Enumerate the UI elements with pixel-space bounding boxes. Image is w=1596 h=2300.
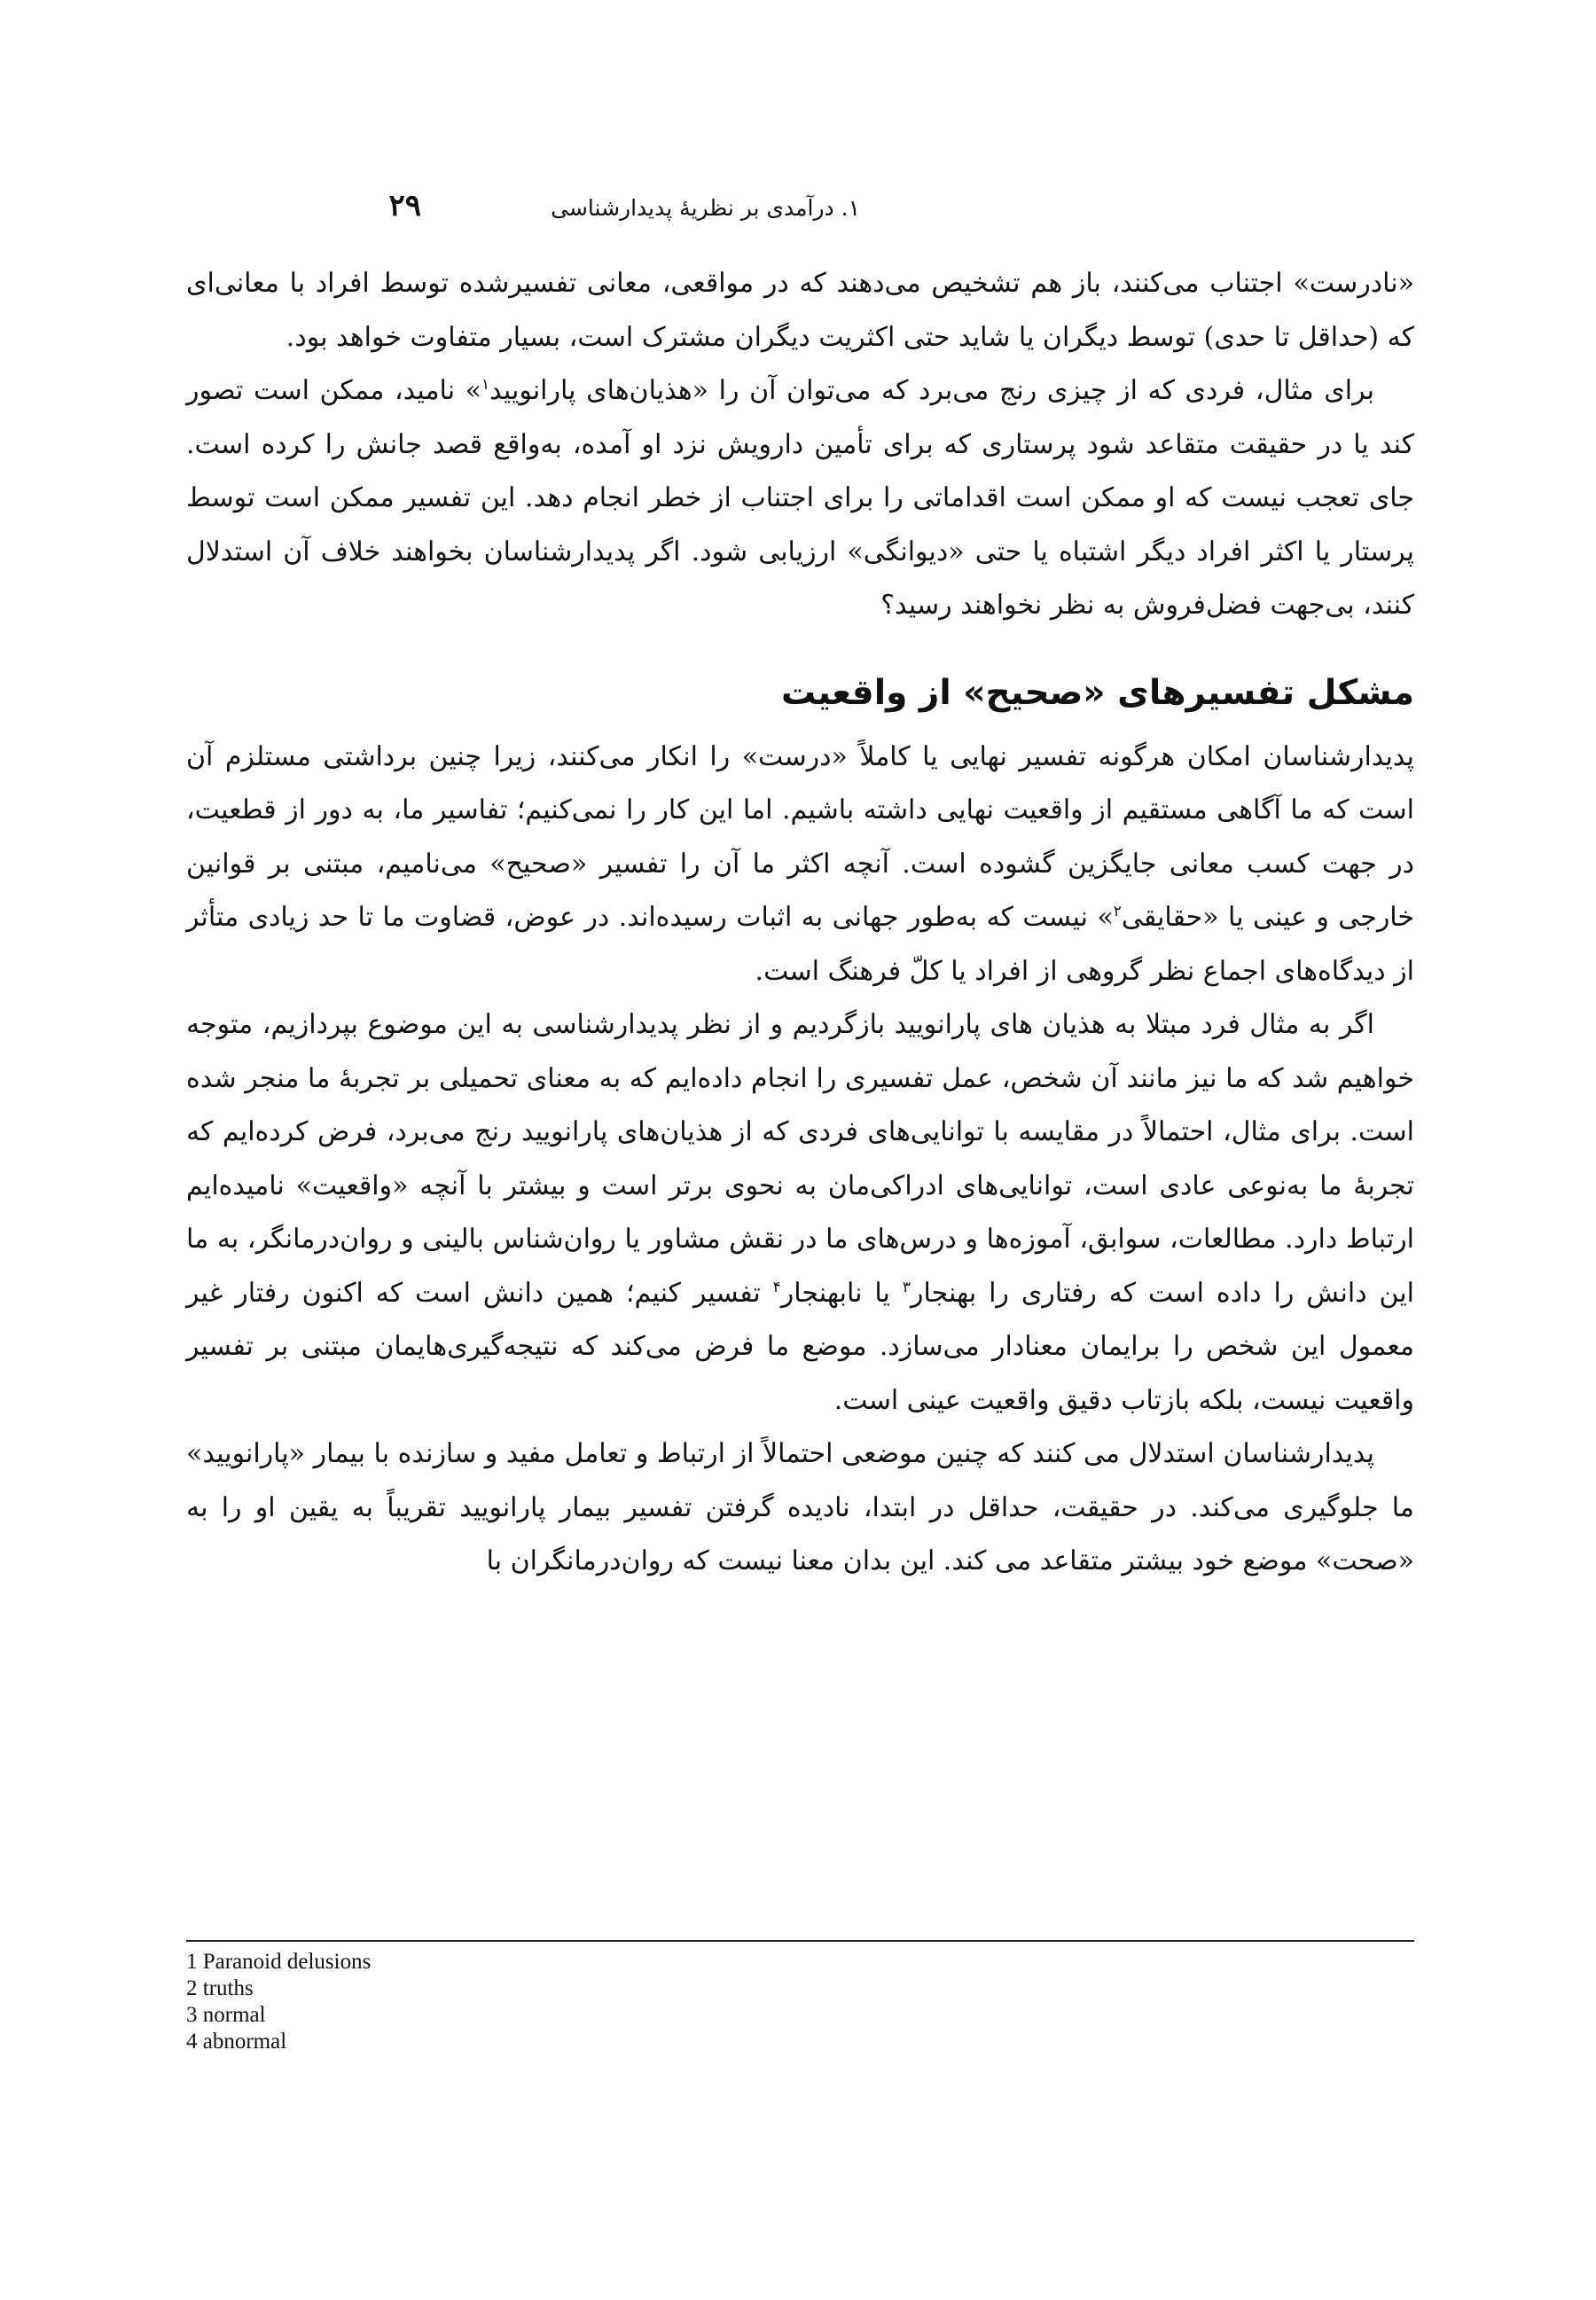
paragraph-text: » نامید، ممکن است تصور کند یا در حقیقت متقاعد شود پرستاری که برای تأمین دارویش نزد او آمده، به‌واقع قصد جانش را کرده است. جای تعجب نیست که او ممکن است اقداماتی را برای اجتناب از خطر انجام دهد. این تفسیر ممکن است توسط پرستار یا اکثر افراد دیگر اشتباه یا حتی «دیوانگی» ارزیابی شود. اگر پدیدارشناسان بخواهند خلاف آن استدلال کنند، بی‌جهت فضل‌فروش به نظر نخواهند رسید؟ (186, 375, 1414, 621)
page-number: ۲۹ (388, 188, 421, 223)
running-head (177, 188, 1419, 232)
paragraph-text: اگر به مثال فرد مبتلا به هذیان های پارانویید بازگردیم و از نظر پدیدارشناسی به این موضوع بپردازیم، متوجه خواهیم شد که ما نیز مانند آن شخص، عمل تفسیری را انجام داده‌ایم که به معنای تحمیلی بر تجربهٔ ما منجر شده است. برای مثال، احتمالاً در مقایسه با توانایی‌های فردی که از هذیان‌های پارانویید رنج می‌برد، فرض کرده‌ایم که تجربهٔ ما به‌نوعی عادی است، توانایی‌های ادراکی‌مان به نحوی برتر است و بیشتر با آنچه «واقعیت» نامیده‌ایم ارتباط دارد. مطالعات، سوابق، آموزه‌ها و درس‌های ما در نقش مشاور یا روان‌شناس بالینی و روان‌درمانگر، به ما این دانش را داده (186, 1009, 1414, 1309)
footnotes (186, 1940, 1414, 2055)
paragraph-text: است که رفتاری را بهنجار (910, 1277, 1204, 1309)
footnote-3: 3 normal (186, 2003, 266, 2027)
body-text (186, 257, 1414, 1589)
paragraph-text: یا نابهنجار (780, 1277, 903, 1309)
paragraph-text: پدیدارشناسان امکان هرگونه تفسیر نهایی یا کاملاً «درست» را انکار می‌کنند، زیرا چنین برداشتی مستلزم آن است که ما آگاهی مستقیم از واقعیت نهایی داشته باشیم. اما این کار را نمی‌کنیم؛ تفاسیر ما، به دور از قطعیت، در جهت کسب معانی جایگزین گشوده است. آنچه اکثر ما آن را تفسیر «صحیح» می‌نامیم، مبتنی بر قوانین خارجی و عینی یا «حقایقی (186, 740, 1414, 933)
paragraph-1: «نادرست» اجتناب می‌کنند، باز هم تشخیص می‌دهند که در مواقعی، معانی تفسیرشده توسط افراد با معانی‌ای که (حداقل تا حدی) توسط دیگران یا شاید حتی اکثریت دیگران مشترک است، بسیار متفاوت خواهد بود. (186, 268, 1414, 353)
footnote-ref-1: ۱ (481, 376, 490, 394)
footnote-4: 4 abnormal (186, 2030, 287, 2054)
paragraph-2 (186, 364, 1414, 633)
paragraph-4 (186, 998, 1414, 1428)
paragraph-text: برای مثال، فردی که از چیزی رنج می‌برد که می‌توان آن را «هذیان‌های پارانویید (489, 375, 1374, 406)
chapter-title: ۱. درآمدی بر نظریهٔ پدیدارشناسی (551, 195, 860, 221)
paragraph-text: » نیست که به‌طور جهانی به اثبات رسیده‌اند. در عوض، قضاوت ما تا حد زیادی متأثر از دیدگاه‌های اجماع نظر گروهی از افراد یا کلّ فرهنگ است. (186, 902, 1414, 987)
paragraph-5: پدیدارشناسان استدلال می کنند که چنین موضعی احتمالاً از ارتباط و تعامل مفید و سازنده با بیمار «پارانویید» ما جلوگیری می‌کند. در حقیقت، حداقل در ابتدا، نادیده گرفتن تفسیر بیمار پارانویید تقریباً به یقین او را به «صحت» موضع خود بیشتر متقاعد می کند. این بدان معنا نیست که روان‌درمانگران با (186, 1438, 1414, 1576)
paragraph-text: تفسیر کنیم؛ همین دانش است که اکنون رفتار غیر معمول این شخص را برایمان معنادار می‌سازد. موضع ما فرض می‌کند که نتیجه‌گیری‌هایمان مبتنی بر تفسیر واقعیت نیست، بلکه بازتاب دقیق واقعیت عینی است. (186, 1277, 1414, 1416)
paragraph-3 (186, 731, 1414, 999)
footnote-ref-4: ۴ (772, 1278, 781, 1296)
footnote-ref-2: ۲ (1113, 903, 1122, 920)
footnote-1: 1 Paranoid delusions (186, 1950, 372, 1974)
section-heading: مشکل تفسیرهای «صحیح» از واقعیت (780, 672, 1414, 713)
footnote-2: 2 truths (186, 1976, 254, 2000)
footnote-ref-3: ۳ (902, 1278, 911, 1296)
